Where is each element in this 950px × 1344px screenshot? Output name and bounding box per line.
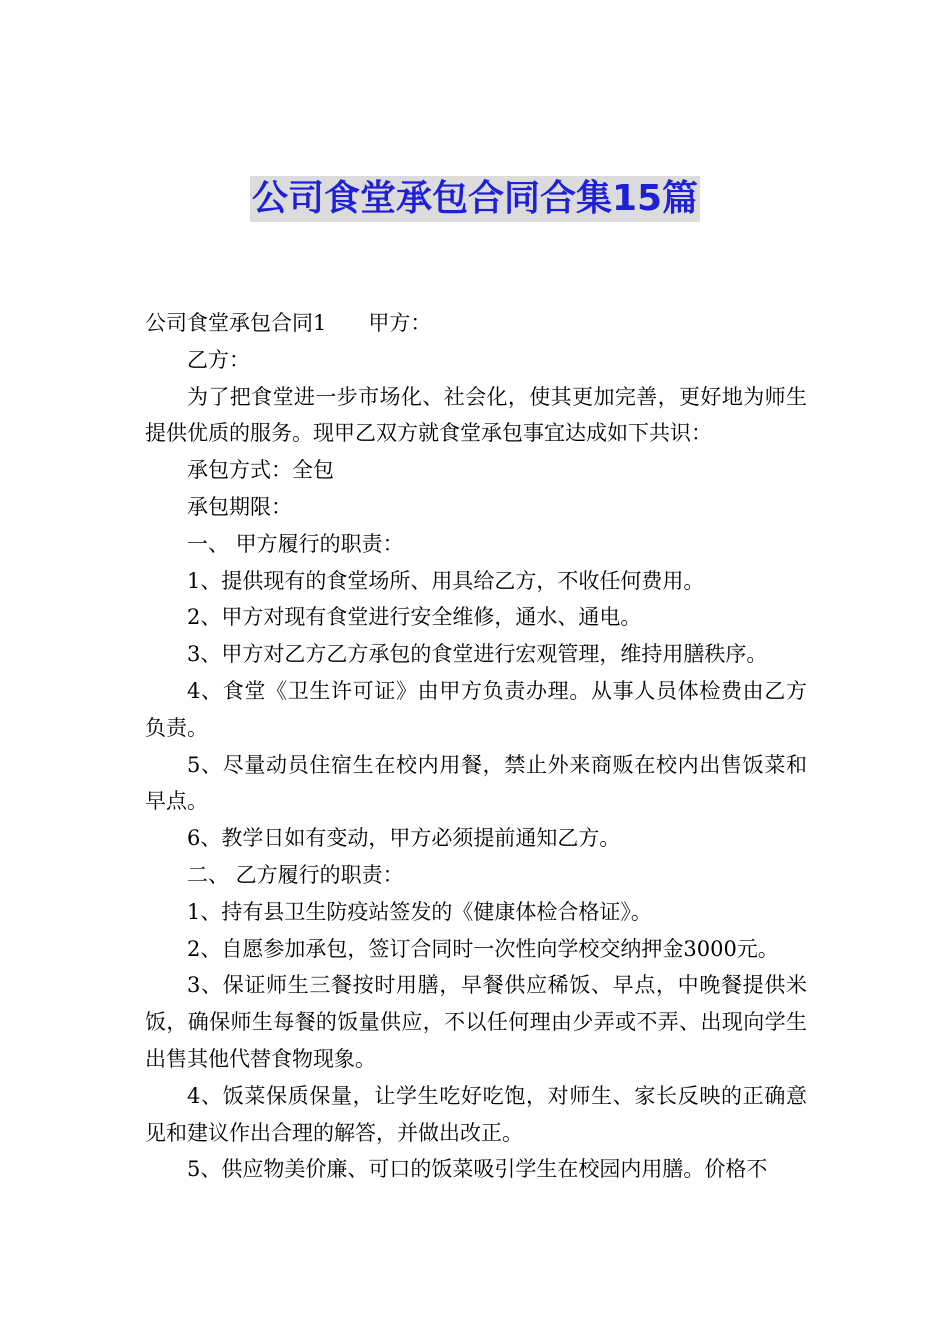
paragraph: 4、食堂《卫生许可证》由甲方负责办理。从事人员体检费由乙方负责。	[145, 678, 807, 740]
paragraph: 6、教学日如有变动，甲方必须提前通知乙方。	[187, 826, 621, 851]
contract-heading: 公司食堂承包合同1	[145, 311, 327, 335]
paragraph: 4、饭菜保质保量，让学生吃好吃饱，对师生、家长反映的正确意见和建议作出合理的解答，并做出改正。	[145, 1083, 807, 1145]
document-body	[145, 305, 807, 1188]
paragraph: 1、提供现有的食堂场所、用具给乙方，不收任何费用。	[187, 568, 705, 593]
intro-line	[145, 305, 807, 342]
paragraph: 5、尽量动员住宿生在校内用餐，禁止外来商贩在校内出售饭菜和早点。	[145, 752, 807, 814]
title-container	[0, 176, 950, 222]
paragraph: 3、甲方对乙方乙方承包的食堂进行宏观管理，维持用膳秩序。	[187, 642, 768, 667]
document-title: 公司食堂承包合同合集15篇	[250, 176, 700, 222]
paragraph: 2、自愿参加承包，签订合同时一次性向学校交纳押金3000元。	[187, 936, 779, 961]
paragraph: 为了把食堂进一步市场化、社会化，使其更加完善，更好地为师生提供优质的服务。现甲乙双方就食堂承包事宜达成如下共识：	[145, 384, 807, 446]
party-b-label: 乙方：	[187, 347, 250, 372]
paragraph: 1、持有县卫生防疫站签发的《健康体检合格证》。	[187, 899, 652, 924]
paragraph: 2、甲方对现有食堂进行安全维修，通水、通电。	[187, 605, 642, 630]
paragraph: 3、保证师生三餐按时用膳，早餐供应稀饭、早点，中晚餐提供米饭，确保师生每餐的饭量供应，不以任何理由少弄或不弄、出现向学生出售其他代替食物现象。	[145, 973, 807, 1071]
paragraph: 5、供应物美价廉、可口的饭菜吸引学生在校园内用膳。价格不	[187, 1157, 768, 1182]
paragraph: 承包期限：	[187, 494, 292, 519]
paragraph: 承包方式：全包	[187, 458, 334, 483]
section-heading: 二、 乙方履行的职责：	[187, 862, 404, 887]
section-heading: 一、 甲方履行的职责：	[187, 531, 404, 556]
party-a-label: 甲方：	[368, 311, 432, 335]
